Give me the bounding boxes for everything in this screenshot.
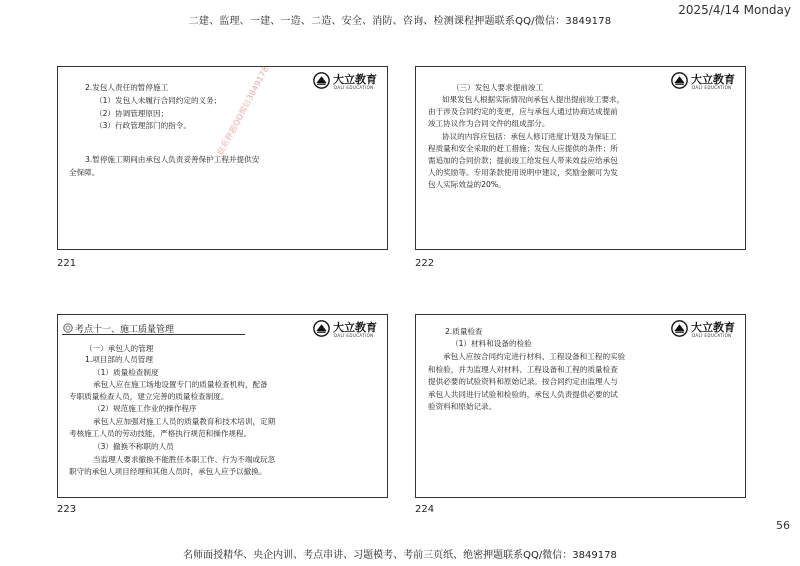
logo-name: 大立教育	[691, 321, 735, 334]
text-line: 需追加的合同价款；提前竣工给发包人带来效益应给承包	[428, 156, 618, 165]
slide-number: 224	[415, 504, 435, 515]
dali-emblem-icon	[671, 72, 688, 89]
text-line: 协议的内容应包括：承包人修订进度计划及为保证工	[442, 132, 617, 141]
logo-name: 大立教育	[333, 321, 377, 334]
text-line: （3）行政管理部门的指令。	[95, 121, 191, 130]
text-line: 3.暂停施工期间由承包人负责妥善保护工程并提供安	[85, 155, 260, 164]
text-line: 2.发包人责任的暂停施工	[85, 83, 169, 92]
header-banner: 二建、监理、一建、一造、二造、安全、消防、咨询、检测课程押题联系QQ/微信：3849178	[188, 16, 612, 27]
text-line: 职守的承包人项目经理和其他人员时，承包人应予以撤换。	[69, 467, 267, 476]
logo-name: 大立教育	[691, 73, 735, 86]
section-title	[62, 322, 245, 335]
dali-logo	[313, 71, 383, 93]
slide-number: 221	[57, 258, 77, 269]
logo-subtitle: DALI EDUCATION	[334, 333, 374, 338]
text-line: （3）撤换不称职的人员	[93, 442, 174, 451]
section-title-text: 考点十一、施工质量管理	[75, 325, 175, 335]
section-marker-icon	[63, 323, 73, 333]
dali-emblem-icon	[313, 72, 330, 89]
logo-subtitle: DALI EDUCATION	[692, 85, 732, 90]
text-line: 验资料和原始记录。	[428, 402, 497, 411]
text-line: （一）承包人的管理	[85, 344, 154, 353]
text-line: 人的奖励等。专用条款使用说明中建议，奖励金额可为发	[428, 168, 618, 177]
text-line: 承包人应在施工场地设置专门的质量检查机构，配备	[93, 380, 268, 389]
text-line: （2）规范施工作业的操作程序	[93, 404, 197, 413]
date-label: 2025/4/14 Monday	[678, 3, 791, 17]
text-line: 提供必要的试验资料和原始记录。按合同约定由监理人与	[428, 377, 618, 386]
slide-number: 222	[415, 258, 435, 269]
logo-name: 大立教育	[333, 73, 377, 86]
text-line: 如果发包人根据实际情况向承包人提出提前竣工要求，	[442, 95, 625, 104]
text-line: （2）协调管理原因；	[95, 109, 169, 118]
slide-221	[57, 66, 388, 250]
text-line: 包人实际效益的20%。	[428, 180, 506, 189]
slide-number: 223	[57, 504, 77, 515]
dali-emblem-icon	[313, 320, 330, 337]
text-line: 承包人应加强对施工人员的质量教育和技术培训，定期	[93, 417, 276, 426]
text-line: 竣工协议作为合同文件的组成部分。	[428, 119, 550, 128]
text-line: （1）质量检查制度	[93, 368, 159, 377]
dali-logo	[313, 319, 383, 341]
text-line: 当监理人要求撤换不能胜任本职工作、行为不端或玩忽	[93, 455, 276, 464]
logo-subtitle: DALI EDUCATION	[334, 85, 374, 90]
text-line: 程质量和安全采取的赶工措施；发包人应提供的条件；所	[428, 144, 618, 153]
text-line: 由于涉及合同约定的变更，应与承包人通过协商达成提前	[428, 107, 618, 116]
text-line: 1.项目部的人员管理	[85, 355, 153, 364]
text-line: （1）材料和设备的检验	[451, 339, 532, 348]
footer-banner: 名师面授精华、央企内训、考点串讲、习题模考、考前三页纸、绝密押题联系QQ/微信：3849178	[183, 550, 617, 561]
slide-224	[415, 314, 746, 498]
text-line: 2.质量检查	[445, 327, 483, 336]
dali-logo	[671, 319, 741, 341]
dali-emblem-icon	[671, 320, 688, 337]
text-line: 专职质量检查人员，建立完善的质量检查制度。	[69, 392, 229, 401]
text-line: 考核施工人员的劳动技能，严格执行规范和操作规程。	[69, 429, 252, 438]
dali-logo	[671, 71, 741, 93]
watermark: 联系押题QQ微信3849178	[215, 64, 271, 157]
text-line: （三）发包人要求提前竣工	[452, 83, 544, 92]
text-line: （1）发包人未履行合同约定的义务；	[95, 96, 222, 105]
text-line: 和检验，并为监理人对材料、工程设备和工程的质量检查	[428, 365, 618, 374]
page-number: 56	[776, 519, 790, 532]
text-line: 全保障。	[69, 168, 100, 177]
logo-subtitle: DALI EDUCATION	[692, 333, 732, 338]
slide-223	[57, 314, 388, 498]
text-line: 承包人应按合同约定进行材料、工程设备和工程的实验	[443, 352, 626, 361]
text-line: 承包人共同进行试验和检验的，承包人负责提供必要的试	[428, 390, 618, 399]
slide-222	[415, 66, 746, 250]
